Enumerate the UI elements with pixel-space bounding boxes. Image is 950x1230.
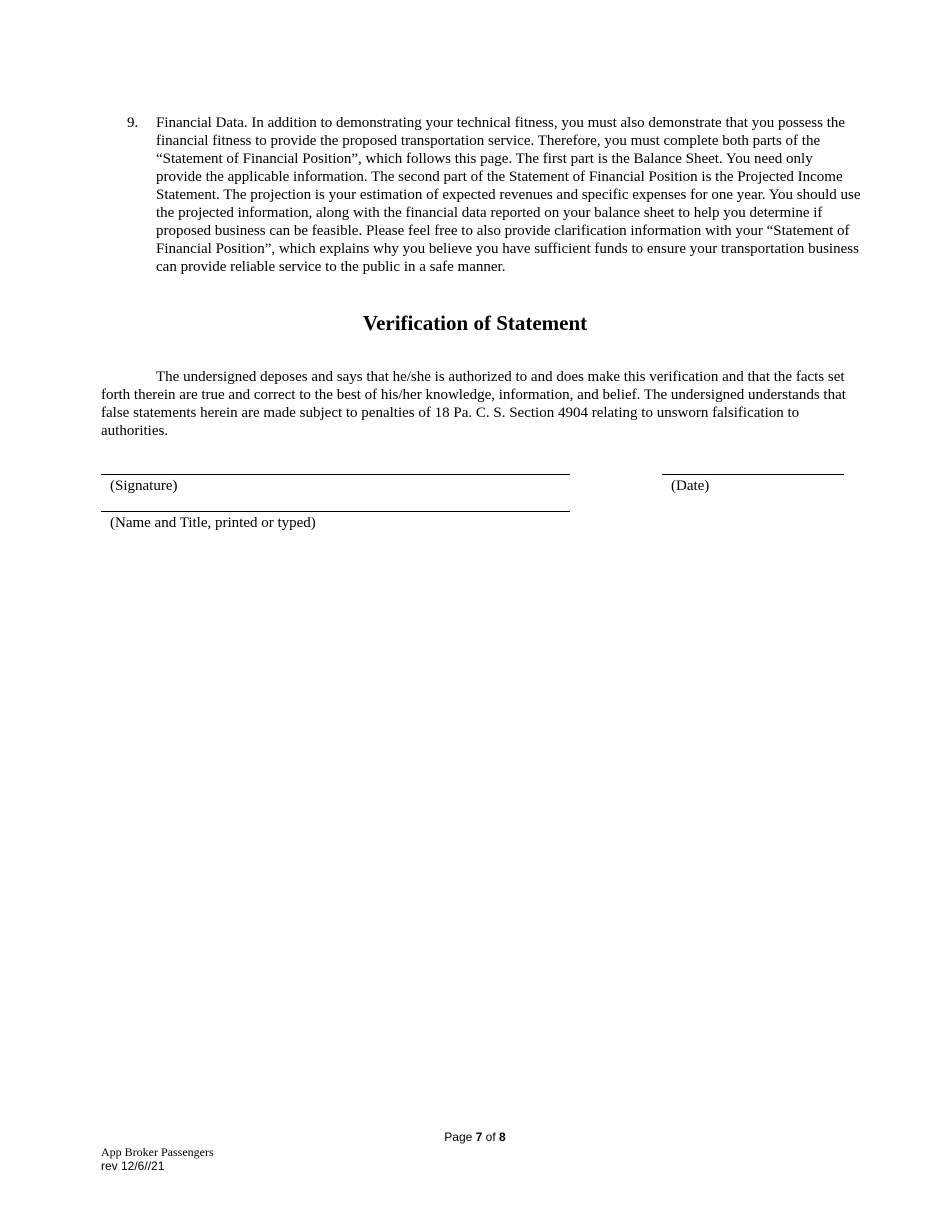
page-total: 8 (499, 1130, 506, 1144)
verification-paragraph: The undersigned deposes and says that he/she is authorized to and does make this verification and that the facts set forth therein are true and correct to the best of his/her knowledge, information, and belief. The undersigned understands that false statements herein are made subject to penalties of 18 Pa. C. S. Section 4904 relating to unsworn falsification to authorities. (101, 369, 846, 439)
date-line (662, 474, 844, 475)
financial-data-item (101, 114, 861, 276)
page-current: 7 (475, 1130, 483, 1144)
signature-line (101, 474, 570, 475)
revision-date: rev 12/6//21 (101, 1159, 165, 1173)
item-text: Financial Data. In addition to demonstrating your technical fitness, you must also demonstrate that you possess the financial fitness to provide the proposed transportation service. Therefore, you must complete both parts of the “Statement of Financial Position”, which follows this page. The first part is the Balance Sheet. You need only provide the applicable information. The second part of the Statement of Financial Position is the Projected Income Statement. The projection is your estimation of expected revenues and specific expenses for one year. You should use the projected information, along with the financial data reported on your balance sheet to help you determine if proposed business can be feasible. Please feel free to also provide clarification information with your “Statement of Financial Position”, which explains why you believe you have sufficient funds to ensure your transportation business can provide reliable service to the public in a safe manner. (156, 115, 861, 275)
page-prefix: Page (444, 1130, 476, 1144)
form-name: App Broker Passengers (101, 1145, 214, 1159)
name-title-line (101, 511, 570, 512)
name-title-label: (Name and Title, printed or typed) (110, 515, 316, 531)
page-number (0, 1130, 950, 1145)
page-of: of (482, 1130, 500, 1144)
signature-label: (Signature) (110, 478, 178, 494)
item-number: 9. (127, 115, 139, 131)
date-label: (Date) (671, 478, 710, 494)
section-title: Verification of Statement (362, 311, 588, 335)
